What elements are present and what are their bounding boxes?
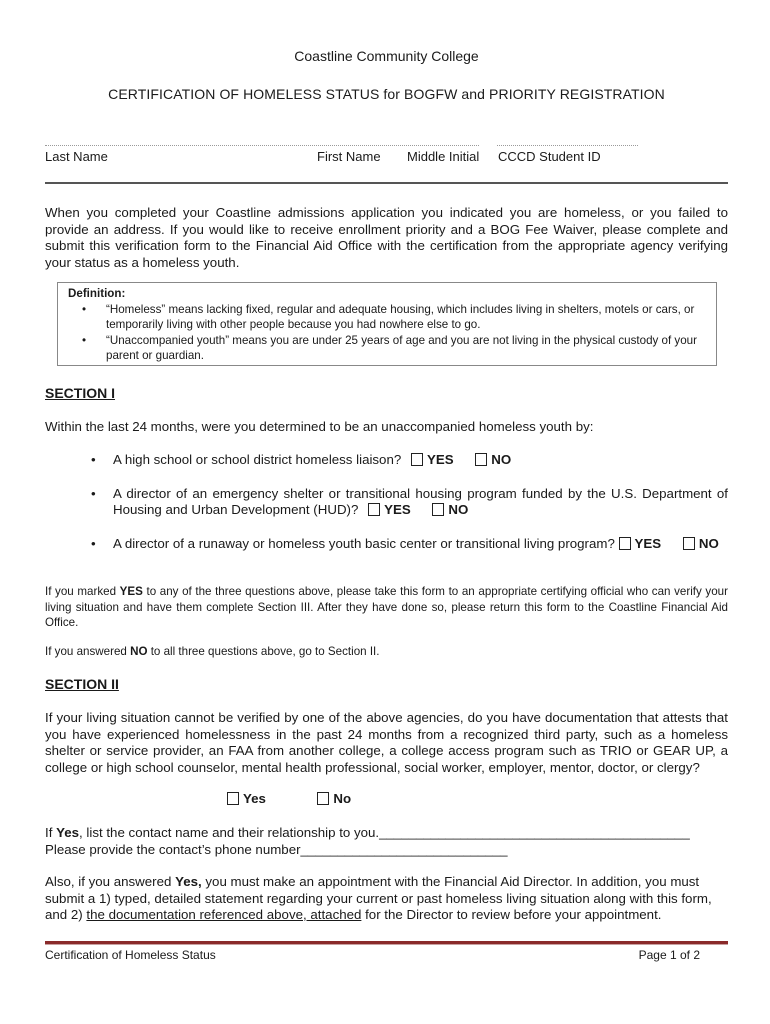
no-label: NO (491, 452, 512, 467)
contact-text: If (45, 825, 57, 840)
question-liaison (91, 452, 728, 468)
note-text: If you marked (45, 585, 120, 598)
definition-title: Definition: (68, 287, 126, 300)
contact-bold: Yes (56, 825, 80, 840)
note-bold: YES (119, 585, 143, 598)
note-text: to all three questions above, go to Section II. (147, 645, 380, 658)
intro-paragraph: When you completed your Coastline admissions application you indicated you are homeless, or you failed to provide an address. If you would like to receive enrollment priority and a BOG Fee Waiver, please complete and submit this verification form to the Financial Aid Office with the certification from the appropriate agency verifying your status as a homeless youth. (45, 205, 728, 270)
appointment-text: you must make an appointment with the Financial Aid Director. In addition, you must submit a 1) typed, detailed statement regarding your current or past homeless living situation along with this form, and 2) (45, 874, 712, 923)
section-1-yes-note (45, 584, 728, 631)
contact-phone-line[interactable]: Please provide the contact’s phone number____________________________ (45, 842, 508, 857)
name-fill-line[interactable] (45, 145, 479, 146)
bullet-icon: • (91, 452, 96, 467)
yes-checkbox[interactable] (227, 792, 239, 805)
contact-name-line[interactable] (45, 825, 690, 840)
no-label: NO (448, 502, 469, 518)
no-label: No (333, 791, 352, 806)
footer-rule-shadow (45, 944, 728, 945)
yes-checkbox[interactable] (368, 503, 380, 516)
yes-checkbox[interactable] (619, 537, 631, 550)
bullet-icon: • (82, 333, 87, 347)
question-hud-director (91, 486, 728, 519)
note-bold: NO (130, 645, 148, 658)
bullet-icon: • (91, 486, 96, 501)
appointment-bold: Yes, (175, 874, 202, 889)
definition-item (68, 333, 706, 364)
no-checkbox[interactable] (432, 503, 444, 516)
bullet-icon: • (91, 536, 96, 551)
yes-checkbox[interactable] (411, 453, 423, 466)
last-name-label: Last Name (45, 149, 108, 164)
note-text: If you answered (45, 645, 131, 658)
definition-homeless: “Homeless” means lacking fixed, regular and adequate housing, which includes living in shelters, motels or cars, or temporarily living with other people because you had nowhere else to go. (106, 302, 695, 331)
question-text: A director of a runaway or homeless youth basic center or transitional living program? (113, 536, 615, 551)
section-2-heading: SECTION II (45, 676, 119, 692)
section-1-heading: SECTION I (45, 385, 116, 401)
form-title: CERTIFICATION OF HOMELESS STATUS for BOGFW and PRIORITY REGISTRATION (108, 86, 665, 102)
bullet-icon: • (82, 302, 87, 316)
no-checkbox[interactable] (683, 537, 695, 550)
appointment-text: Also, if you answered (45, 874, 176, 889)
definition-item (68, 302, 706, 333)
no-checkbox[interactable] (475, 453, 487, 466)
appointment-paragraph (45, 874, 728, 924)
appointment-underlined: the documentation referenced above, attached (86, 907, 362, 923)
definition-unaccompanied-youth: “Unaccompanied youth” means you are under 25 years of age and you are not living in the physical custody of your parent or guardian. (106, 333, 697, 362)
header-divider (45, 182, 728, 184)
section-2-question: If your living situation cannot be verified by one of the above agencies, do you have documentation that attests that you have experienced homelessness in the past 24 months from a recognized third party, such as a homeless shelter or service provider, an FAA from another college, a college access program such as TRIO or GEAR UP, a college or high school counselor, mental health professional, social worker, employer, mentor, doctor, or clergy? (45, 710, 728, 775)
appointment-text: for the Director to review before your appointment. (361, 907, 662, 923)
yes-label: YES (634, 536, 662, 551)
yes-label: Yes (243, 791, 266, 806)
student-id-fill-line[interactable] (497, 145, 638, 146)
student-id-label: CCCD Student ID (498, 149, 601, 164)
footer-form-name: Certification of Homeless Status (45, 948, 216, 962)
footer-page-number: Page 1 of 2 (638, 948, 700, 962)
definition-box (57, 282, 717, 366)
note-text: to any of the three questions above, please take this form to an appropriate certifying official who can verify your living situation and have them complete Section III. After they have done so, please return this form to the Coastline Financial Aid Office. (45, 585, 728, 629)
question-runaway-center (91, 536, 728, 552)
section-1-question: Within the last 24 months, were you determined to be an unaccompanied homeless youth by: (45, 419, 594, 434)
no-checkbox[interactable] (317, 792, 329, 805)
yes-label: YES (426, 452, 454, 467)
section-1-no-note (45, 644, 728, 660)
yes-label: YES (384, 502, 411, 518)
no-label: NO (698, 536, 719, 551)
question-text: A high school or school district homeless liaison? (113, 452, 402, 467)
question-text: A director of an emergency shelter or transitional housing program funded by the U.S. Department of Housing and Urban Development (HUD)? (113, 486, 728, 518)
section-2-answer (227, 791, 351, 806)
college-name: Coastline Community College (294, 48, 479, 64)
document-page (45, 0, 728, 1024)
middle-initial-label: Middle Initial (407, 149, 480, 164)
first-name-label: First Name (317, 149, 381, 164)
contact-text: , list the contact name and their relationship to you.__________________________________________ (79, 825, 690, 840)
